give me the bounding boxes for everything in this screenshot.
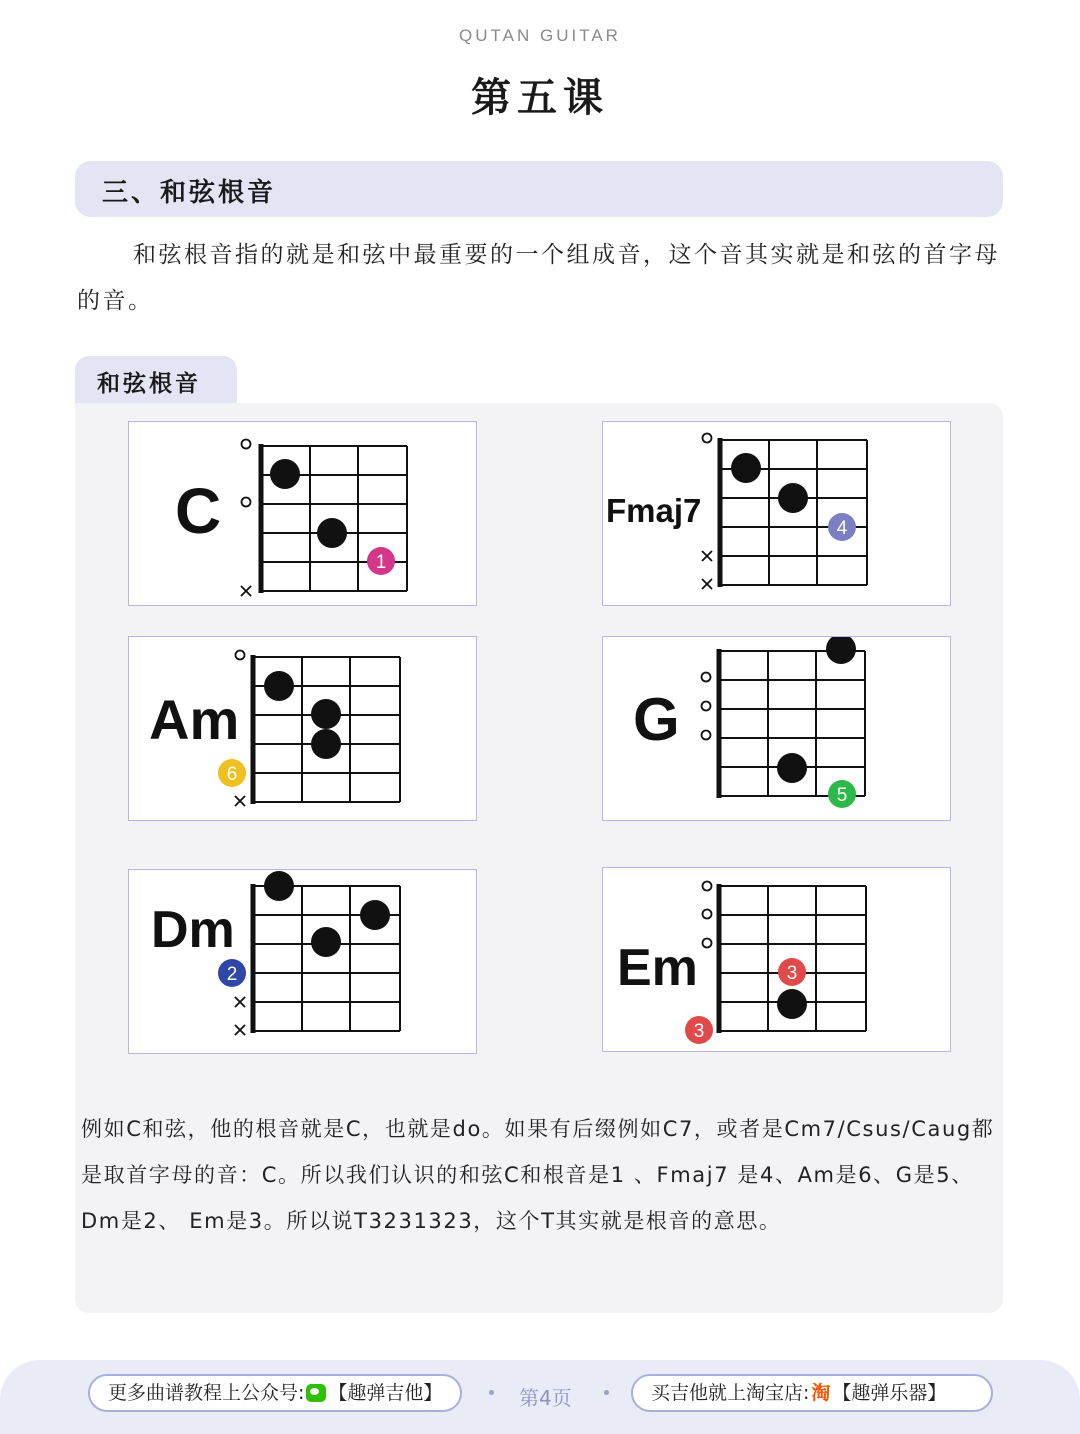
root-note-label: 4 <box>836 518 848 539</box>
open-string-marker <box>703 434 712 443</box>
finger-dot <box>270 459 300 489</box>
brand-label: QUTAN GUITAR <box>459 26 621 45</box>
separator-dot <box>489 1390 494 1395</box>
finger-dot <box>264 671 294 701</box>
finger-dot <box>731 453 761 483</box>
root-note-label: 6 <box>226 764 238 785</box>
chord-diagram-em <box>603 868 952 1053</box>
finger-dot <box>360 900 390 930</box>
open-string-marker <box>242 440 251 449</box>
panel-tab <box>75 356 237 406</box>
muted-string-marker <box>702 551 712 561</box>
root-note-label: 1 <box>375 552 387 573</box>
root-note-label: 3 <box>786 963 798 984</box>
open-string-marker <box>702 673 711 682</box>
muted-string-marker <box>235 1025 245 1035</box>
taobao-promo-pill[interactable] <box>631 1374 993 1412</box>
wechat-promo-text: 更多曲谱教程上公众号: <box>108 1382 305 1404</box>
open-string-marker <box>242 498 251 507</box>
root-note-label: 2 <box>226 964 238 985</box>
finger-dot <box>311 729 341 759</box>
section-header <box>75 161 1003 217</box>
chord-diagram-fmaj7 <box>603 422 952 607</box>
finger-dot <box>778 483 808 513</box>
chord-name: Fmaj7 <box>606 492 702 529</box>
page-title: 第五课 <box>471 75 609 121</box>
chord-diagram-dm <box>129 870 478 1055</box>
chord-name: Em <box>617 939 698 997</box>
finger-dot <box>826 637 856 664</box>
finger-dot <box>311 699 341 729</box>
chord-diagram-c <box>129 422 478 607</box>
chord-card-dm <box>128 869 477 1054</box>
finger-dot <box>777 989 807 1019</box>
wechat-icon <box>306 1384 326 1402</box>
wechat-promo-pill[interactable] <box>88 1374 462 1412</box>
muted-string-marker <box>235 997 245 1007</box>
root-note-label: 5 <box>836 785 848 806</box>
chord-name: G <box>633 686 680 753</box>
page-number: 第4页 <box>519 1386 572 1410</box>
open-string-marker <box>702 731 711 740</box>
root-note-label: 3 <box>693 1021 705 1042</box>
chord-diagram-am <box>129 637 478 822</box>
open-string-marker <box>702 702 711 711</box>
chord-name: Dm <box>151 901 235 959</box>
chord-name: C <box>175 475 222 547</box>
panel-tab-label: 和弦根音 <box>97 371 201 397</box>
chord-diagram-g <box>603 637 952 822</box>
taobao-icon: 淘 <box>811 1382 831 1404</box>
open-string-marker <box>703 910 712 919</box>
open-string-marker <box>236 651 245 660</box>
chord-card-am <box>128 636 477 821</box>
open-string-marker <box>703 939 712 948</box>
finger-dot <box>311 927 341 957</box>
muted-string-marker <box>702 579 712 589</box>
open-string-marker <box>703 882 712 891</box>
separator-dot <box>604 1390 609 1395</box>
finger-dot <box>264 871 294 901</box>
chord-card-em <box>602 867 951 1052</box>
footer-bar <box>0 1360 1080 1434</box>
finger-dot <box>777 753 807 783</box>
muted-string-marker <box>235 796 245 806</box>
finger-dot <box>317 518 347 548</box>
section-title: 三、和弦根音 <box>102 178 277 208</box>
wechat-account-name: 【趣弹吉他】 <box>328 1382 443 1404</box>
chord-card-c <box>128 421 477 606</box>
chord-name: Am <box>149 688 240 751</box>
chord-card-fmaj7 <box>602 421 951 606</box>
taobao-shop-name: 【趣弹乐器】 <box>832 1382 947 1404</box>
explanation-paragraph: 例如C和弦，他的根音就是C，也就是do。如果有后缀例如C7，或者是Cm7/Csus/Caug都是取首字母的音：C。所以我们认识的和弦C和根音是1 、Fmaj7 是4、Am是6、G是5、Dm是2、 Em是3。所以说T3231323，这个T其实就是根音的意思。 <box>81 1117 995 1233</box>
intro-paragraph: 和弦根音指的就是和弦中最重要的一个组成音，这个音其实就是和弦的首字母的音。 <box>77 242 1000 314</box>
muted-string-marker <box>241 586 251 596</box>
chord-card-g <box>602 636 951 821</box>
taobao-promo-text: 买吉他就上淘宝店: <box>651 1382 810 1404</box>
